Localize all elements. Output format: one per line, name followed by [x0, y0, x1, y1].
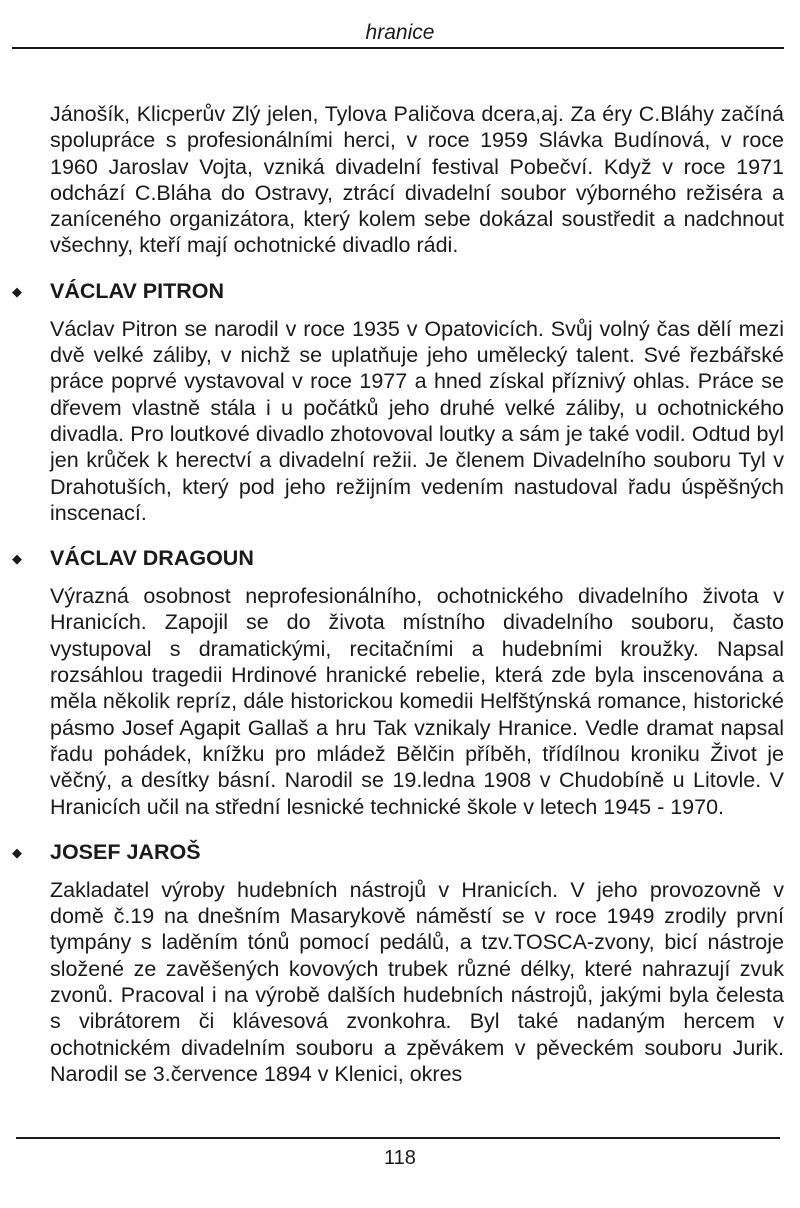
section-heading-text: JOSEF JAROŠ — [50, 839, 201, 864]
section-josef-jaros — [12, 839, 784, 1087]
running-head: hranice — [365, 21, 435, 44]
section-vaclav-pitron — [12, 278, 784, 526]
intro-paragraph: Jánošík, Klicperův Zlý jelen, Tylova Paličova dcera,aj. Za éry C.Bláhy začíná spolupráce s profesionálními herci, v roce 1959 Slávka Budínová, v roce 1960 Jaroslav Vojta, vzniká divadelní festival Pobečví. Když v roce 1971 odchází C.Bláha do Ostravy, ztrácí divadelní soubor výborného režiséra a zaníceného organizátora, který kolem sebe dokázal soustředit a nadchnout všechny, kteří mají ochotnické divadlo rádi. — [50, 102, 784, 258]
header-rule — [12, 47, 784, 49]
section-heading — [12, 278, 784, 304]
diamond-bullet-icon: ◆ — [12, 283, 22, 299]
section-paragraph: Výrazná osobnost neprofesionálního, ochotnického divadelního života v Hranicích. Zapojil se do života místního divadelního souboru, často vystupoval s dramatickými, recitačními a hudebními kroužky. Napsal rozsáhlou tragedii Hrdinové hranické rebelie, která zde byla inscenována a měla několik repríz, dále historickou komedii Helfštýnská romance, historické pásmo Josef Agapit Gallaš a hru Tak vznikaly Hranice. Vedle dramat napsal řadu pohádek, knížku pro mládež Bělčin příběh, třídílnou kroniku Život je věčný, a desítky básní. Narodil se 19.ledna 1908 v Chudobíně u Litovle. V Hranicích učil na střední lesnické technické škole v letech 1945 - 1970. — [50, 584, 784, 819]
section-paragraph: Václav Pitron se narodil v roce 1935 v Opatovicích. Svůj volný čas dělí mezi dvě velké záliby, v nichž se uplatňuje jeho umělecký talent. Své řezbářské práce poprvé vystavoval v roce 1977 a hned získal příznivý ohlas. Práce se dřevem vlastně stála i u počátků jeho druhé velké záliby, u ochotnického divadla. Pro loutkové divadlo zhotovoval loutky a sám je také vodil. Odtud byl jen krůček k herectví a divadelní režii. Je členem Divadelního souboru Tyl v Drahotuších, který pod jeho režijním vedením nastudoval řadu úspěšných inscenací. — [50, 316, 784, 525]
diamond-bullet-icon: ◆ — [12, 844, 22, 860]
section-heading — [12, 545, 784, 571]
section-heading-text: VÁCLAV PITRON — [50, 278, 224, 303]
footer-rule — [16, 1137, 780, 1139]
section-vaclav-dragoun — [12, 545, 784, 820]
section-heading — [12, 839, 784, 865]
page-body — [12, 101, 784, 1087]
diamond-bullet-icon: ◆ — [12, 551, 22, 567]
section-heading-text: VÁCLAV DRAGOUN — [50, 546, 254, 571]
section-paragraph: Zakladatel výroby hudebních nástrojů v Hranicích. V jeho provozovně v domě č.19 na dnešním Masarykově náměstí se v roce 1949 zrodily první tympány s laděním tónů pomocí pedálů, a tzv.TOSCA-zvony, bicí nástroje složené ze zavěšených kovových trubek různé délky, které nahrazují zvuk zvonů. Pracoval i na výrobě dalších hudebních nástrojů, jakými byla čelesta s vibrátorem či klávesová zvonkohra. Byl také nadaným hercem v ochotnickém divadelním souboru a zpěvákem v pěveckém souboru Jurik. Narodil se 3.července 1894 v Klenici, okres — [50, 877, 784, 1086]
page-number: 118 — [384, 1147, 416, 1169]
